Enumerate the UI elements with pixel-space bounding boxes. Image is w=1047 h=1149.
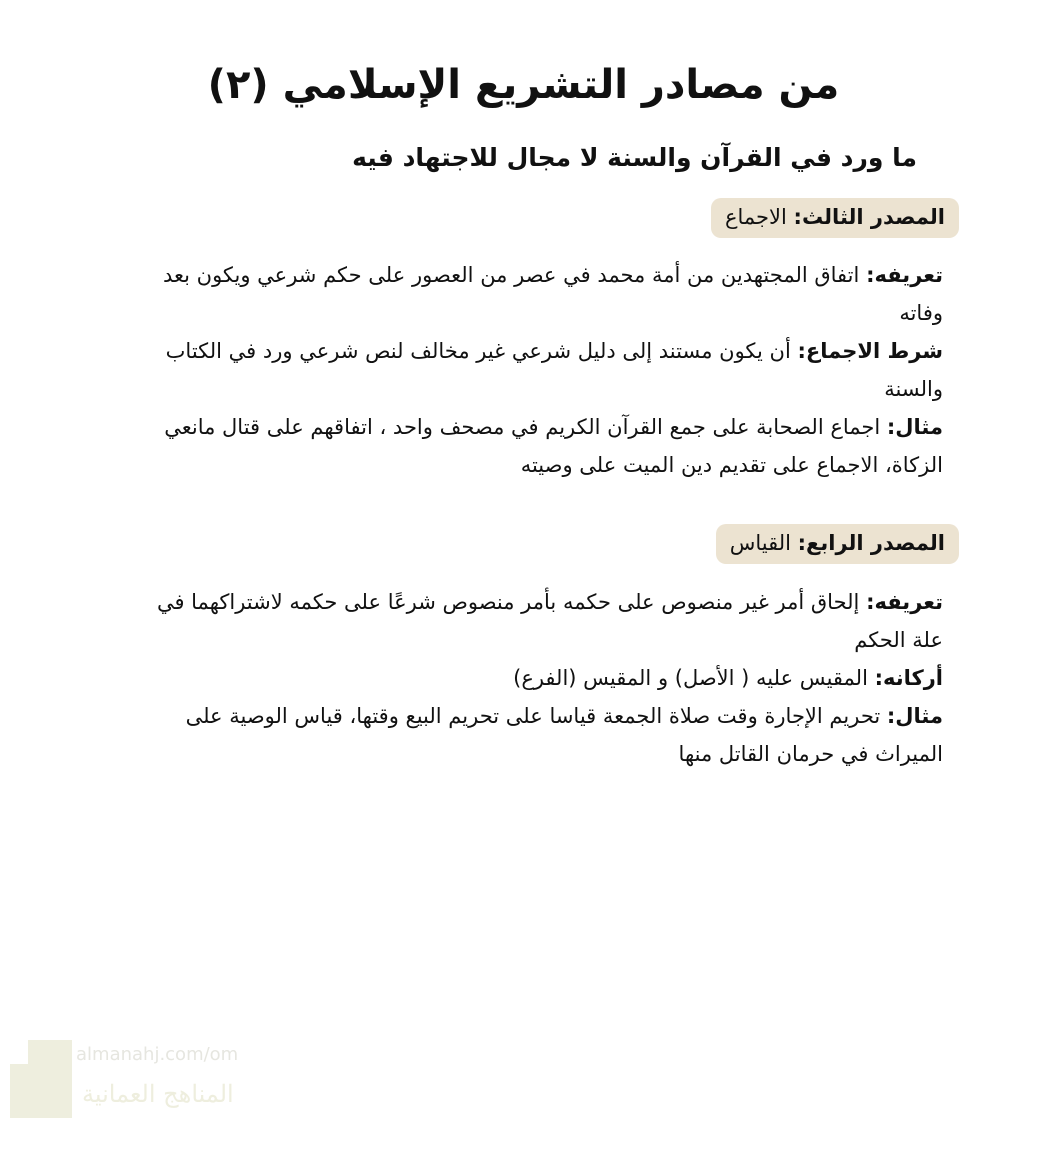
source4-definition-text: إلحاق أمر غير منصوص على حكمه بأمر منصوص شرعًا على حكمه لاشتراكهما في علة الحكم	[156, 590, 943, 652]
page-title: من مصادر التشريع الإسلامي (٢)	[207, 62, 840, 108]
source3-heading	[711, 198, 959, 238]
source4-heading	[716, 524, 959, 564]
page-subtitle: ما ورد في القرآن والسنة لا مجال للاجتهاد فيه	[352, 143, 917, 172]
source4-definition-label: تعريفه:	[866, 590, 943, 614]
source3-definition-label: تعريفه:	[866, 263, 943, 287]
source4-label: المصدر الرابع:	[797, 531, 945, 555]
source4-example-label: مثال:	[886, 704, 943, 728]
source3-label: المصدر الثالث:	[793, 205, 945, 229]
source4-name: القياس	[729, 531, 791, 555]
watermark-logo-shape	[10, 1064, 72, 1118]
source4-example	[123, 697, 943, 773]
source3-content	[123, 256, 943, 484]
source3-definition-text: اتفاق المجتهدين من أمة محمد في عصر من العصور على حكم شرعي ويكون بعد وفاته	[162, 263, 943, 325]
source3-definition	[123, 256, 943, 332]
watermark	[10, 1040, 250, 1120]
source3-example-label: مثال:	[886, 415, 943, 439]
source3-example-text: اجماع الصحابة على جمع القرآن الكريم في مصحف واحد ، اتفاقهم على قتال مانعي الزكاة، الاجماع على تقديم دين الميت على وصيته	[164, 415, 943, 477]
source3-name: الاجماع	[724, 205, 787, 229]
source4-content	[123, 583, 943, 773]
source3-example	[123, 408, 943, 484]
source3-condition-text: أن يكون مستند إلى دليل شرعي غير مخالف لنص شرعي ورد في الكتاب والسنة	[165, 339, 943, 401]
source3-condition	[123, 332, 943, 408]
source4-example-text: تحريم الإجارة وقت صلاة الجمعة قياسا على تحريم البيع وقتها، قياس الوصية على الميراث في حرمان القاتل منها	[185, 704, 943, 766]
source3-condition-label: شرط الاجماع:	[797, 339, 943, 363]
source4-definition	[123, 583, 943, 659]
watermark-name: المناهج العمانية	[82, 1080, 234, 1108]
source4-pillars-text: المقيس عليه ( الأصل) و المقيس (الفرع)	[513, 666, 868, 690]
watermark-url: almanahj.com/om	[76, 1044, 239, 1065]
source4-pillars	[123, 659, 943, 697]
source4-pillars-label: أركانه:	[874, 666, 943, 690]
